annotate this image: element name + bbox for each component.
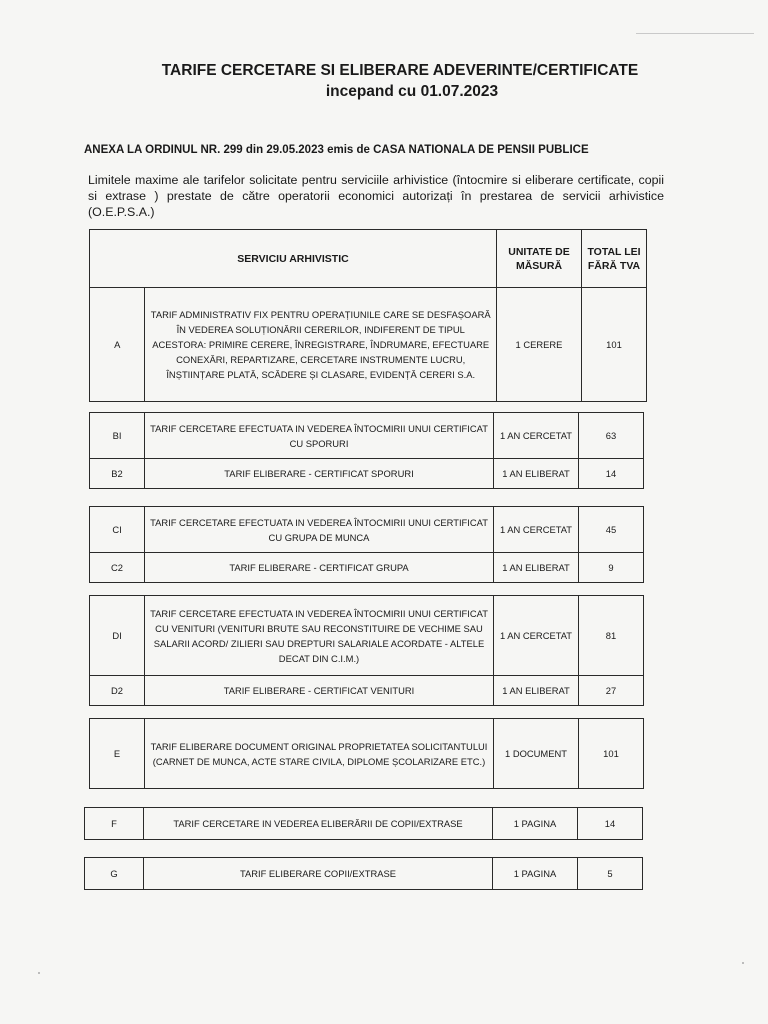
row-description: TARIF ELIBERARE - CERTIFICAT GRUPA: [145, 553, 494, 583]
table-row: [90, 288, 647, 402]
row-description: TARIF ADMINISTRATIV FIX PENTRU OPERAȚIUNILE CARE SE DESFAȘOARĂ ÎN VEDEREA SOLUȚIONĂRII CERERILOR, INDIFERENT DE TIPUL ACESTORA: PRIMIRE CERERE, ÎNREGISTRARE, ÎNDRUMARE, EFECTUARE CONEXĂRI, REPARTIZARE, CERCETARE INSTRUMENTE LUCRU, ÎNȘTIINȚARE PLATĂ, SCĂDERE ȘI CLASARE, EVIDENȚĂ CERERI S.A.: [145, 288, 497, 402]
scan-speck: [38, 972, 40, 974]
tariff-table-header-group-a: [89, 229, 647, 402]
row-total: 27: [579, 676, 644, 706]
row-code: E: [90, 719, 145, 789]
row-code: D2: [90, 676, 145, 706]
row-total: 14: [579, 459, 644, 489]
row-description: TARIF ELIBERARE - CERTIFICAT VENITURI: [145, 676, 494, 706]
tariff-table-group-d: [89, 595, 644, 706]
row-total: 81: [579, 596, 644, 676]
row-description: TARIF CERCETARE EFECTUATA IN VEDEREA ÎNTOCMIRII UNUI CERTIFICAT CU SPORURI: [145, 413, 494, 459]
table-row: [90, 459, 644, 489]
row-code: DI: [90, 596, 145, 676]
row-total: 9: [579, 553, 644, 583]
scan-speck: [742, 962, 744, 964]
document-title: [100, 60, 700, 102]
header-service: SERVICIU ARHIVISTIC: [90, 230, 497, 288]
row-code: G: [85, 858, 144, 890]
row-description: TARIF CERCETARE EFECTUATA IN VEDEREA ÎNTOCMIRII UNUI CERTIFICAT CU VENITURI (VENITURI BRUTE SAU RECONSTITUIRE DE VECHIME SAU SALARII ACORD/ ZILIERI SAU DREPTURI SALARIALE ACORDATE - ALTELE DECAT DIN C.I.M.): [145, 596, 494, 676]
tariff-table-group-g: [84, 857, 643, 890]
annex-reference: ANEXA LA ORDINUL NR. 299 din 29.05.2023 emis de CASA NATIONALA DE PENSII PUBLICE: [84, 144, 589, 156]
scan-artifact-line: [636, 33, 754, 34]
row-unit: 1 AN CERCETAT: [494, 413, 579, 459]
row-unit: 1 AN CERCETAT: [494, 507, 579, 553]
table-row: [90, 413, 644, 459]
tariff-table-group-b: [89, 412, 644, 489]
row-code: CI: [90, 507, 145, 553]
row-unit: 1 DOCUMENT: [494, 719, 579, 789]
tariff-table-group-c: [89, 506, 644, 583]
row-unit: 1 AN CERCETAT: [494, 596, 579, 676]
row-unit: 1 AN ELIBERAT: [494, 676, 579, 706]
table-row: [85, 808, 643, 840]
row-total: 101: [582, 288, 647, 402]
row-code: BI: [90, 413, 145, 459]
row-unit: 1 PAGINA: [493, 858, 578, 890]
row-total: 45: [579, 507, 644, 553]
title-line-1: TARIFE CERCETARE SI ELIBERARE ADEVERINTE/CERTIFICATE: [161, 62, 639, 79]
row-code: F: [85, 808, 144, 840]
row-description: TARIF ELIBERARE COPII/EXTRASE: [144, 858, 493, 890]
table-row: [90, 507, 644, 553]
table-row: [85, 858, 643, 890]
title-line-2: incepand cu 01.07.2023: [325, 83, 499, 100]
row-description: TARIF ELIBERARE - CERTIFICAT SPORURI: [145, 459, 494, 489]
row-code: B2: [90, 459, 145, 489]
row-unit: 1 AN ELIBERAT: [494, 553, 579, 583]
tariff-table-group-f: [84, 807, 643, 840]
table-row: [90, 596, 644, 676]
row-total: 101: [579, 719, 644, 789]
table-row: [90, 676, 644, 706]
table-row: [90, 553, 644, 583]
row-total: 63: [579, 413, 644, 459]
table-row: [90, 719, 644, 789]
row-description: TARIF CERCETARE IN VEDEREA ELIBERĂRII DE COPII/EXTRASE: [144, 808, 493, 840]
row-total: 5: [578, 858, 643, 890]
row-description: TARIF CERCETARE EFECTUATA IN VEDEREA ÎNTOCMIRII UNUI CERTIFICAT CU GRUPA DE MUNCA: [145, 507, 494, 553]
row-unit: 1 AN ELIBERAT: [494, 459, 579, 489]
header-total: TOTAL LEI FĂRĂ TVA: [582, 230, 647, 288]
header-unit: UNITATE DE MĂSURĂ: [497, 230, 582, 288]
tariff-table-group-e: [89, 718, 644, 789]
row-unit: 1 PAGINA: [493, 808, 578, 840]
row-description: TARIF ELIBERARE DOCUMENT ORIGINAL PROPRIETATEA SOLICITANTULUI (CARNET DE MUNCA, ACTE STARE CIVILA, DIPLOME ȘCOLARIZARE ETC.): [145, 719, 494, 789]
row-total: 14: [578, 808, 643, 840]
row-code: A: [90, 288, 145, 402]
intro-paragraph: Limitele maxime ale tarifelor solicitate pentru serviciile arhivistice (întocmire si eliberare certificate, copii si extrase ) prestate de către operatorii economici autorizați în prestarea de servicii arhivistice (O.E.P.S.A.): [88, 173, 664, 219]
row-code: C2: [90, 553, 145, 583]
row-unit: 1 CERERE: [497, 288, 582, 402]
